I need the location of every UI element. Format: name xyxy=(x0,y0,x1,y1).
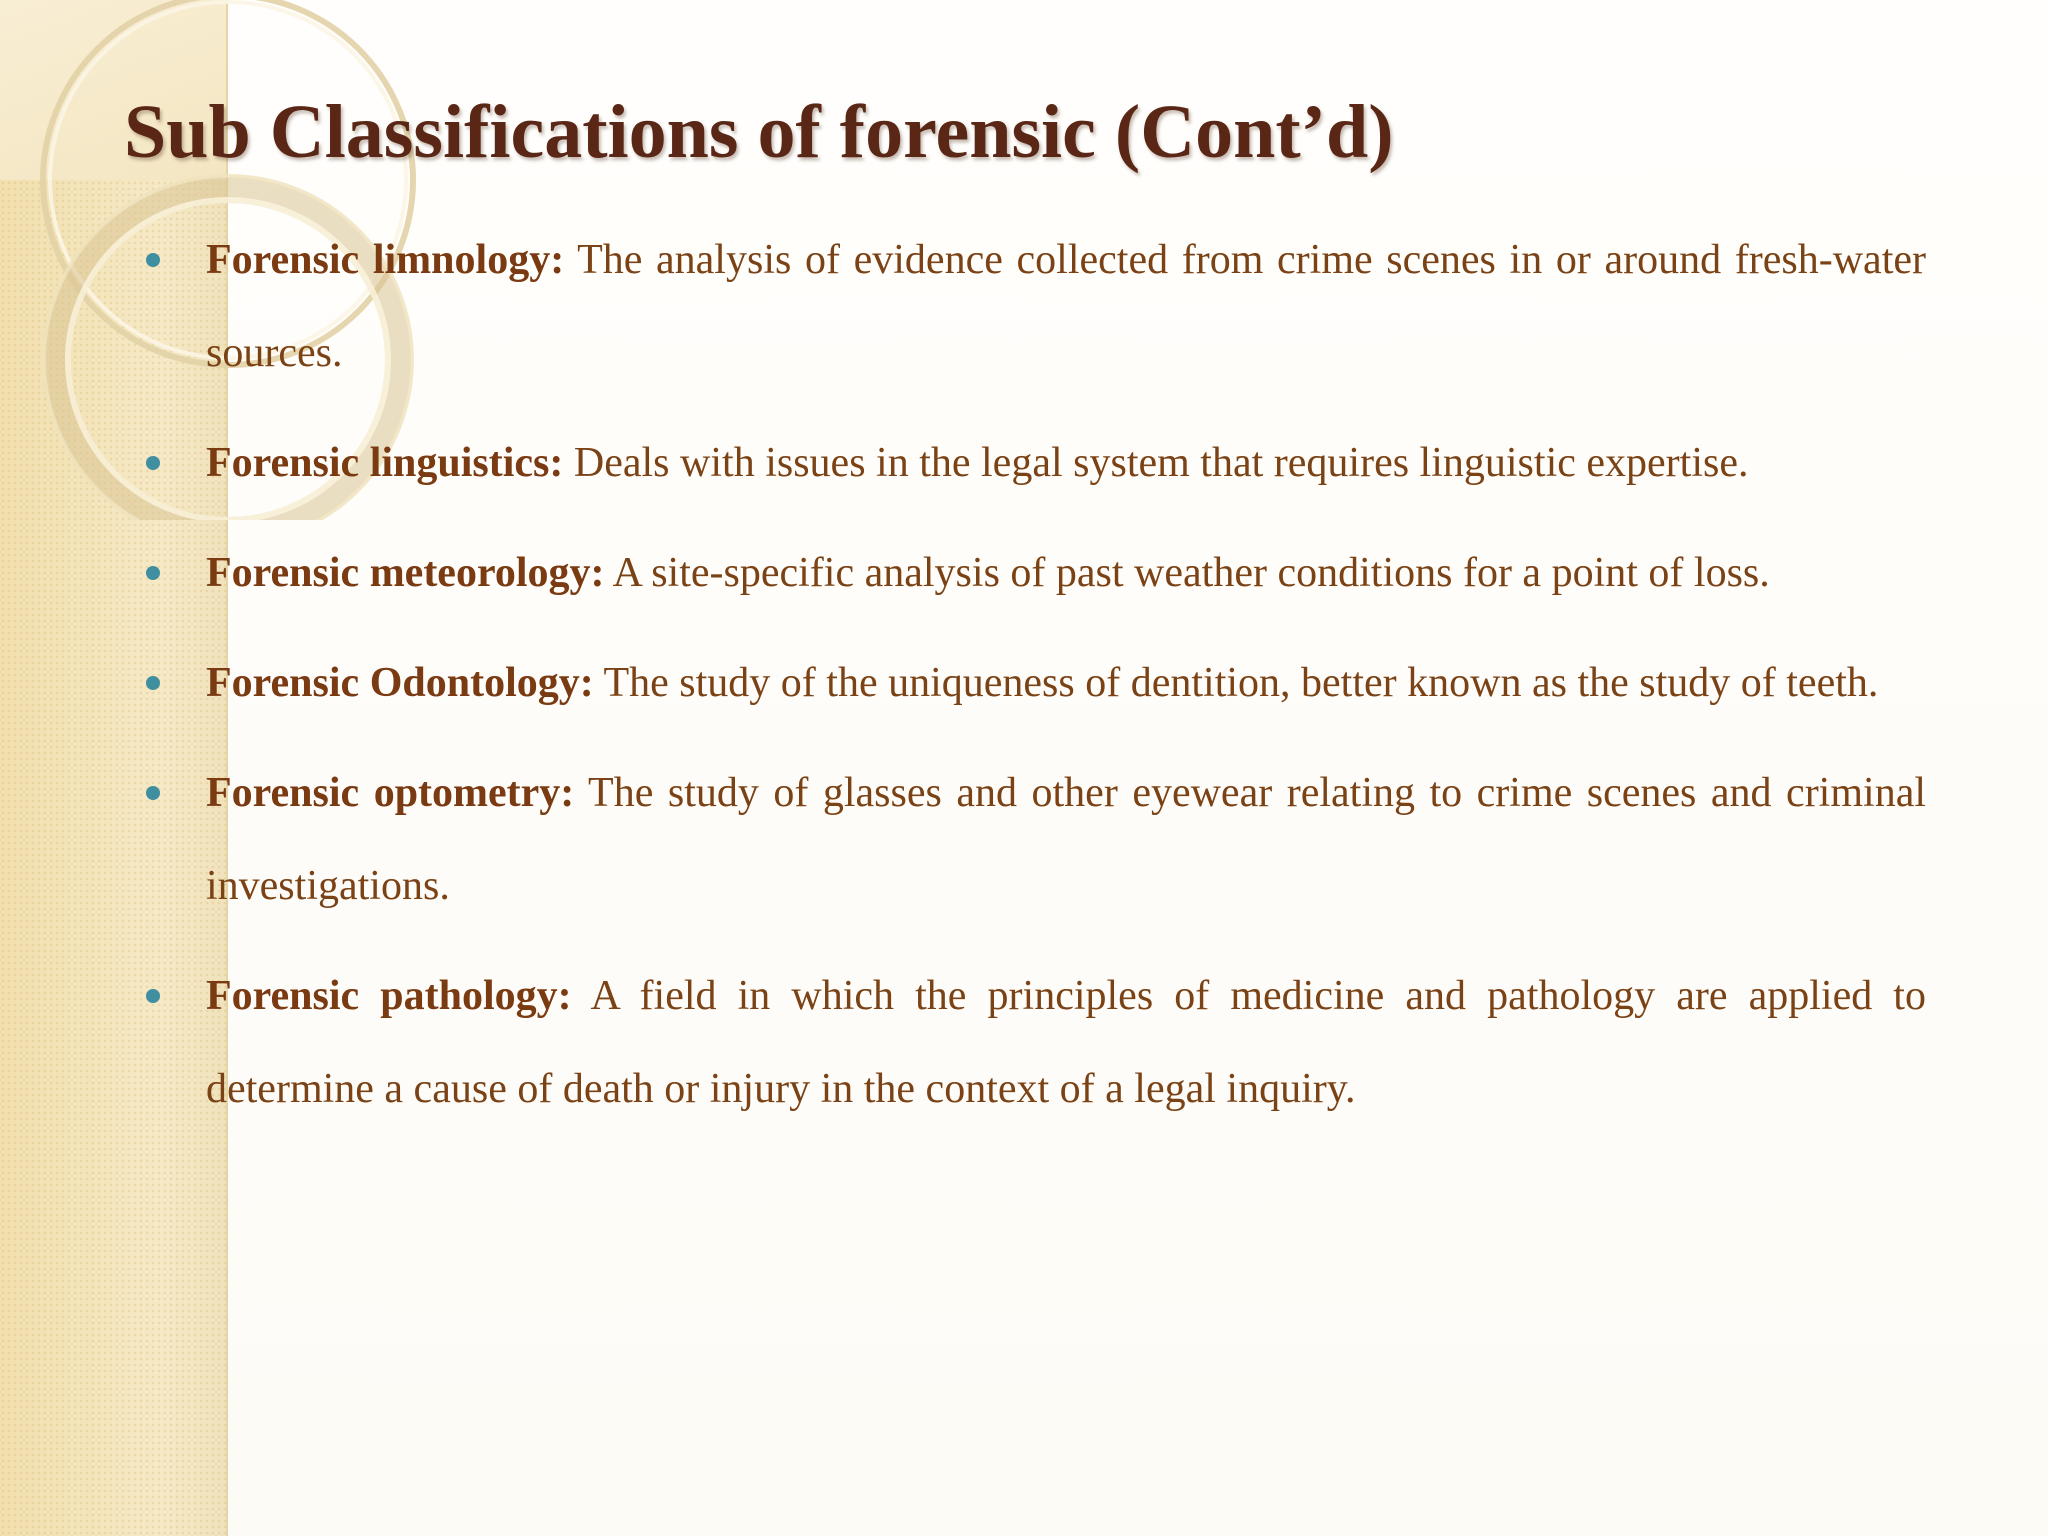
item-term: Forensic meteorology: xyxy=(206,550,605,596)
list-item xyxy=(206,747,1926,933)
list-item xyxy=(206,417,1926,510)
item-text: The study of the uniqueness of dentition, better known as the study of teeth. xyxy=(593,660,1879,706)
item-term: Forensic optometry: xyxy=(206,770,575,816)
item-text: A site-specific analysis of past weather conditions for a point of loss. xyxy=(604,550,1770,596)
bullet-list xyxy=(206,214,1926,1153)
item-term: Forensic pathology: xyxy=(206,973,572,1019)
list-item xyxy=(206,950,1926,1136)
bullet-icon xyxy=(146,786,160,800)
item-term: Forensic limnology: xyxy=(206,237,565,283)
bullet-icon xyxy=(146,253,160,267)
item-term: Forensic linguistics: xyxy=(206,440,564,486)
item-term: Forensic Odontology: xyxy=(206,660,594,706)
bullet-icon xyxy=(146,566,160,580)
bullet-icon xyxy=(146,456,160,470)
list-item xyxy=(206,214,1926,400)
page-title: Sub Classifications of forensic (Cont’d) xyxy=(124,90,1394,174)
bullet-icon xyxy=(146,989,160,1003)
item-text: Deals with issues in the legal system that requires linguistic expertise. xyxy=(563,440,1749,486)
item-text: The analysis of evidence collected from crime scenes in or around fresh-water sources. xyxy=(206,237,1926,376)
item-text: A field in which the principles of medicine and pathology are applied to determine a cause of death or injury in the context of a legal inquiry. xyxy=(206,973,1926,1112)
item-text: The study of glasses and other eyewear relating to crime scenes and criminal investigations. xyxy=(206,770,1926,909)
bullet-icon xyxy=(146,676,160,690)
list-item xyxy=(206,527,1926,620)
list-item xyxy=(206,637,1926,730)
